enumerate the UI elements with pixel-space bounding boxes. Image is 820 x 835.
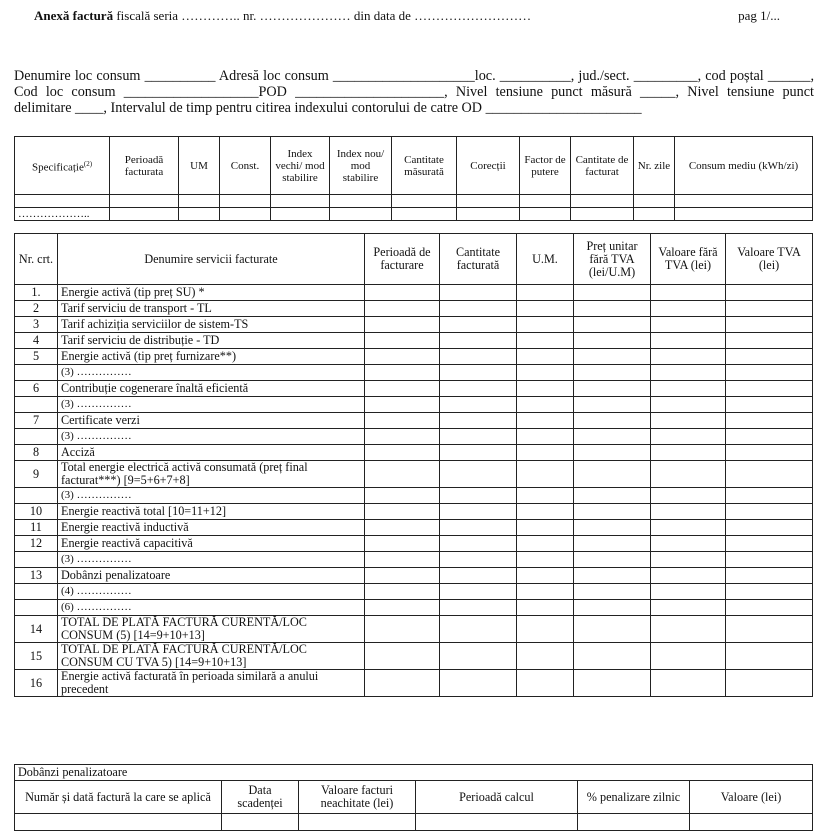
- service-value-cell: [365, 317, 440, 333]
- service-name: Energie reactivă capacitivă: [58, 536, 365, 552]
- service-value-cell: [517, 616, 574, 643]
- service-value-cell: [726, 461, 813, 488]
- service-value-cell: [440, 445, 517, 461]
- service-nr: 13: [15, 568, 58, 584]
- service-name: Certificate verzi: [58, 413, 365, 429]
- service-value-cell: [574, 429, 651, 445]
- service-value-cell: [574, 445, 651, 461]
- service-value-cell: [365, 349, 440, 365]
- service-value-cell: [365, 520, 440, 536]
- service-value-cell: [726, 536, 813, 552]
- service-value-cell: [726, 429, 813, 445]
- service-value-cell: [365, 301, 440, 317]
- service-row: [15, 643, 813, 670]
- service-value-cell: [440, 429, 517, 445]
- service-value-cell: [726, 643, 813, 670]
- service-name: (3) ……………: [58, 429, 365, 445]
- service-row: [15, 616, 813, 643]
- service-value-cell: [651, 461, 726, 488]
- service-value-cell: [651, 349, 726, 365]
- service-value-cell: [574, 584, 651, 600]
- service-value-cell: [726, 616, 813, 643]
- service-value-cell: [440, 643, 517, 670]
- service-value-cell: [517, 643, 574, 670]
- service-value-cell: [726, 301, 813, 317]
- service-value-cell: [440, 670, 517, 697]
- service-value-cell: [726, 397, 813, 413]
- service-name: (3) ……………: [58, 397, 365, 413]
- service-value-cell: [651, 616, 726, 643]
- service-value-cell: [574, 520, 651, 536]
- billed-services-table: [14, 233, 813, 697]
- service-name: Energie activă (tip preț furnizare**): [58, 349, 365, 365]
- service-value-cell: [365, 568, 440, 584]
- service-nr: 7: [15, 413, 58, 429]
- service-value-cell: [726, 520, 813, 536]
- service-value-cell: [517, 301, 574, 317]
- service-row: [15, 600, 813, 616]
- penalty-table-title: Dobânzi penalizatoare: [15, 765, 813, 781]
- spec-header-corectii: Corecții: [457, 137, 520, 195]
- svc-header-valoare-tva: Valoare TVA (lei): [726, 234, 813, 285]
- service-nr: 14: [15, 616, 58, 643]
- service-value-cell: [517, 568, 574, 584]
- service-value-cell: [651, 301, 726, 317]
- service-value-cell: [574, 504, 651, 520]
- svc-header-nr: Nr. crt.: [15, 234, 58, 285]
- service-value-cell: [726, 600, 813, 616]
- service-value-cell: [726, 285, 813, 301]
- service-nr: [15, 488, 58, 504]
- service-value-cell: [440, 520, 517, 536]
- service-value-cell: [726, 552, 813, 568]
- service-value-cell: [574, 349, 651, 365]
- spec-header-consum-mediu: Consum mediu (kWh/zi): [675, 137, 813, 195]
- service-name: Tarif achiziția serviciilor de sistem-TS: [58, 317, 365, 333]
- service-row: [15, 568, 813, 584]
- service-value-cell: [574, 488, 651, 504]
- service-value-cell: [651, 584, 726, 600]
- service-name: Total energie electrică activă consumată (preț final facturat***) [9=5+6+7+8]: [58, 461, 365, 488]
- service-row: [15, 301, 813, 317]
- service-value-cell: [574, 317, 651, 333]
- service-value-cell: [440, 616, 517, 643]
- service-nr: 5: [15, 349, 58, 365]
- document-header: [34, 8, 780, 24]
- service-value-cell: [517, 365, 574, 381]
- service-value-cell: [517, 285, 574, 301]
- service-value-cell: [726, 365, 813, 381]
- service-value-cell: [651, 333, 726, 349]
- service-nr: 12: [15, 536, 58, 552]
- service-value-cell: [651, 397, 726, 413]
- service-value-cell: [517, 413, 574, 429]
- service-value-cell: [365, 461, 440, 488]
- service-row: [15, 349, 813, 365]
- specification-table: [14, 136, 813, 221]
- service-value-cell: [517, 317, 574, 333]
- service-value-cell: [517, 445, 574, 461]
- service-value-cell: [574, 600, 651, 616]
- service-value-cell: [726, 584, 813, 600]
- service-row: [15, 381, 813, 397]
- service-nr: 8: [15, 445, 58, 461]
- service-value-cell: [365, 445, 440, 461]
- service-nr: 4: [15, 333, 58, 349]
- page-number: pag 1/...: [738, 8, 780, 23]
- service-value-cell: [440, 317, 517, 333]
- spec-header-index-nou: Index nou/ mod stabilire: [330, 137, 392, 195]
- svc-header-pret-unitar: Preț unitar fără TVA (lei/U.M): [574, 234, 651, 285]
- service-value-cell: [365, 616, 440, 643]
- service-value-cell: [365, 397, 440, 413]
- service-value-cell: [651, 429, 726, 445]
- service-value-cell: [517, 584, 574, 600]
- service-value-cell: [517, 488, 574, 504]
- service-value-cell: [365, 285, 440, 301]
- service-name: (3) ……………: [58, 365, 365, 381]
- penalty-empty-row: [15, 814, 813, 831]
- service-nr: 9: [15, 461, 58, 488]
- service-value-cell: [574, 333, 651, 349]
- service-value-cell: [726, 317, 813, 333]
- penalty-header-perioada: Perioadă calcul: [416, 781, 578, 814]
- service-value-cell: [365, 365, 440, 381]
- service-value-cell: [726, 445, 813, 461]
- service-value-cell: [365, 333, 440, 349]
- service-row: [15, 317, 813, 333]
- spec-header-nr-zile: Nr. zile: [634, 137, 675, 195]
- service-value-cell: [574, 536, 651, 552]
- service-value-cell: [574, 552, 651, 568]
- service-name: (3) ……………: [58, 488, 365, 504]
- service-value-cell: [726, 670, 813, 697]
- service-value-cell: [365, 488, 440, 504]
- service-name: (4) ……………: [58, 584, 365, 600]
- service-value-cell: [651, 445, 726, 461]
- service-value-cell: [574, 670, 651, 697]
- service-value-cell: [440, 552, 517, 568]
- service-value-cell: [365, 600, 440, 616]
- service-value-cell: [365, 413, 440, 429]
- service-nr: [15, 584, 58, 600]
- svc-header-perioada: Perioadă de facturare: [365, 234, 440, 285]
- service-value-cell: [365, 670, 440, 697]
- svc-header-um: U.M.: [517, 234, 574, 285]
- service-row: [15, 445, 813, 461]
- service-value-cell: [574, 643, 651, 670]
- service-row: [15, 520, 813, 536]
- spec-empty-row: [15, 195, 813, 208]
- service-nr: 16: [15, 670, 58, 697]
- service-name: (3) ……………: [58, 552, 365, 568]
- penalty-header-penalizare: % penalizare zilnic: [578, 781, 690, 814]
- service-value-cell: [365, 429, 440, 445]
- service-value-cell: [574, 301, 651, 317]
- service-value-cell: [651, 600, 726, 616]
- service-row: [15, 488, 813, 504]
- service-value-cell: [517, 520, 574, 536]
- service-nr: 2: [15, 301, 58, 317]
- service-value-cell: [440, 349, 517, 365]
- service-value-cell: [517, 461, 574, 488]
- service-value-cell: [651, 536, 726, 552]
- service-name: Energie activă (tip preț SU) *: [58, 285, 365, 301]
- service-row: [15, 365, 813, 381]
- service-value-cell: [365, 584, 440, 600]
- service-value-cell: [651, 520, 726, 536]
- service-name: Tarif serviciu de distribuție - TD: [58, 333, 365, 349]
- service-name: (6) ……………: [58, 600, 365, 616]
- service-value-cell: [651, 413, 726, 429]
- service-value-cell: [517, 429, 574, 445]
- service-value-cell: [726, 568, 813, 584]
- service-value-cell: [517, 333, 574, 349]
- service-name: TOTAL DE PLATĂ FACTURĂ CURENTĂ/LOC CONSUM (5) [14=9+10+13]: [58, 616, 365, 643]
- service-row: [15, 461, 813, 488]
- service-value-cell: [651, 365, 726, 381]
- service-name: TOTAL DE PLATĂ FACTURĂ CURENTĂ/LOC CONSUM CU TVA 5) [14=9+10+13]: [58, 643, 365, 670]
- penalty-header-valoare-neachitata: Valoare facturi neachitate (lei): [299, 781, 416, 814]
- service-value-cell: [440, 333, 517, 349]
- spec-header-um: UM: [179, 137, 220, 195]
- service-value-cell: [651, 670, 726, 697]
- consumption-place-details: Denumire loc consum __________ Adresă loc consum ____________________loc. __________, jud./sect. _________, cod poștal ______, Cod loc consum ___________________POD _____________________, Nivel tensiune punct măsură _____, Nivel tensiune punct delimitare ____, Intervalul de timp pentru citirea indexului contorului de catre OD ______________________: [14, 68, 814, 116]
- service-value-cell: [574, 397, 651, 413]
- penalty-header-scadenta: Data scadenței: [222, 781, 299, 814]
- service-value-cell: [726, 381, 813, 397]
- service-value-cell: [517, 536, 574, 552]
- service-value-cell: [726, 349, 813, 365]
- service-value-cell: [365, 643, 440, 670]
- service-value-cell: [440, 488, 517, 504]
- spec-header-perioada: Perioadă facturata: [110, 137, 179, 195]
- service-nr: 15: [15, 643, 58, 670]
- service-value-cell: [726, 333, 813, 349]
- service-row: [15, 429, 813, 445]
- service-value-cell: [574, 413, 651, 429]
- service-nr: [15, 397, 58, 413]
- svc-header-cantitate: Cantitate facturată: [440, 234, 517, 285]
- service-value-cell: [651, 488, 726, 504]
- service-value-cell: [651, 568, 726, 584]
- service-value-cell: [517, 397, 574, 413]
- service-value-cell: [365, 504, 440, 520]
- service-value-cell: [651, 285, 726, 301]
- document-title-bold: Anexă factură: [34, 8, 114, 23]
- service-row: [15, 552, 813, 568]
- service-value-cell: [517, 381, 574, 397]
- service-value-cell: [574, 285, 651, 301]
- spec-header-cantitate-facturat: Cantitate de facturat: [571, 137, 634, 195]
- service-nr: [15, 365, 58, 381]
- document-title-rest: fiscală seria ………….. nr. ………………… din data de ………………………: [113, 8, 532, 23]
- service-value-cell: [517, 552, 574, 568]
- service-value-cell: [440, 584, 517, 600]
- service-row: [15, 285, 813, 301]
- service-value-cell: [440, 413, 517, 429]
- service-name: Dobânzi penalizatoare: [58, 568, 365, 584]
- service-row: [15, 333, 813, 349]
- service-name: Tarif serviciu de transport - TL: [58, 301, 365, 317]
- spec-header-const: Const.: [220, 137, 271, 195]
- service-value-cell: [651, 552, 726, 568]
- service-row: [15, 504, 813, 520]
- penalty-header-factura: Număr și dată factură la care se aplică: [15, 781, 222, 814]
- service-name: Energie activă facturată în perioada similară a anului precedent: [58, 670, 365, 697]
- service-value-cell: [365, 381, 440, 397]
- service-value-cell: [651, 381, 726, 397]
- service-value-cell: [440, 397, 517, 413]
- service-value-cell: [517, 670, 574, 697]
- service-value-cell: [517, 504, 574, 520]
- service-value-cell: [440, 365, 517, 381]
- service-row: [15, 670, 813, 697]
- service-value-cell: [651, 504, 726, 520]
- svc-header-valoare: Valoare fără TVA (lei): [651, 234, 726, 285]
- service-row: [15, 413, 813, 429]
- service-nr: 11: [15, 520, 58, 536]
- service-value-cell: [574, 461, 651, 488]
- penalty-header-valoare: Valoare (lei): [690, 781, 813, 814]
- svc-header-denumire: Denumire servicii facturate: [58, 234, 365, 285]
- service-value-cell: [574, 365, 651, 381]
- service-value-cell: [574, 381, 651, 397]
- service-nr: 6: [15, 381, 58, 397]
- service-name: Energie reactivă inductivă: [58, 520, 365, 536]
- service-row: [15, 584, 813, 600]
- service-value-cell: [440, 381, 517, 397]
- service-value-cell: [574, 568, 651, 584]
- spec-header-factor-putere: Factor de putere: [520, 137, 571, 195]
- spec-filler-row: ………………..: [15, 208, 813, 221]
- service-nr: [15, 600, 58, 616]
- service-value-cell: [574, 616, 651, 643]
- service-value-cell: [440, 461, 517, 488]
- service-value-cell: [651, 643, 726, 670]
- service-value-cell: [517, 600, 574, 616]
- service-name: Energie reactivă total [10=11+12]: [58, 504, 365, 520]
- service-nr: [15, 552, 58, 568]
- service-value-cell: [440, 504, 517, 520]
- spec-header-index-vechi: Index vechi/ mod stabilire: [271, 137, 330, 195]
- spec-header-specificatie: Specificație$^{(2)}$: [15, 137, 110, 195]
- service-row: [15, 397, 813, 413]
- service-value-cell: [651, 317, 726, 333]
- penalty-interest-table: [14, 764, 813, 831]
- service-value-cell: [726, 488, 813, 504]
- service-value-cell: [726, 413, 813, 429]
- service-value-cell: [440, 568, 517, 584]
- service-value-cell: [440, 600, 517, 616]
- service-value-cell: [365, 536, 440, 552]
- service-nr: 10: [15, 504, 58, 520]
- service-value-cell: [440, 301, 517, 317]
- spec-header-cantitate-masurata: Cantitate măsurată: [392, 137, 457, 195]
- service-value-cell: [365, 552, 440, 568]
- service-nr: [15, 429, 58, 445]
- service-value-cell: [726, 504, 813, 520]
- service-name: Contribuție cogenerare înaltă eficientă: [58, 381, 365, 397]
- service-value-cell: [517, 349, 574, 365]
- service-nr: 1.: [15, 285, 58, 301]
- service-name: Acciză: [58, 445, 365, 461]
- service-value-cell: [440, 536, 517, 552]
- service-value-cell: [440, 285, 517, 301]
- service-nr: 3: [15, 317, 58, 333]
- service-row: [15, 536, 813, 552]
